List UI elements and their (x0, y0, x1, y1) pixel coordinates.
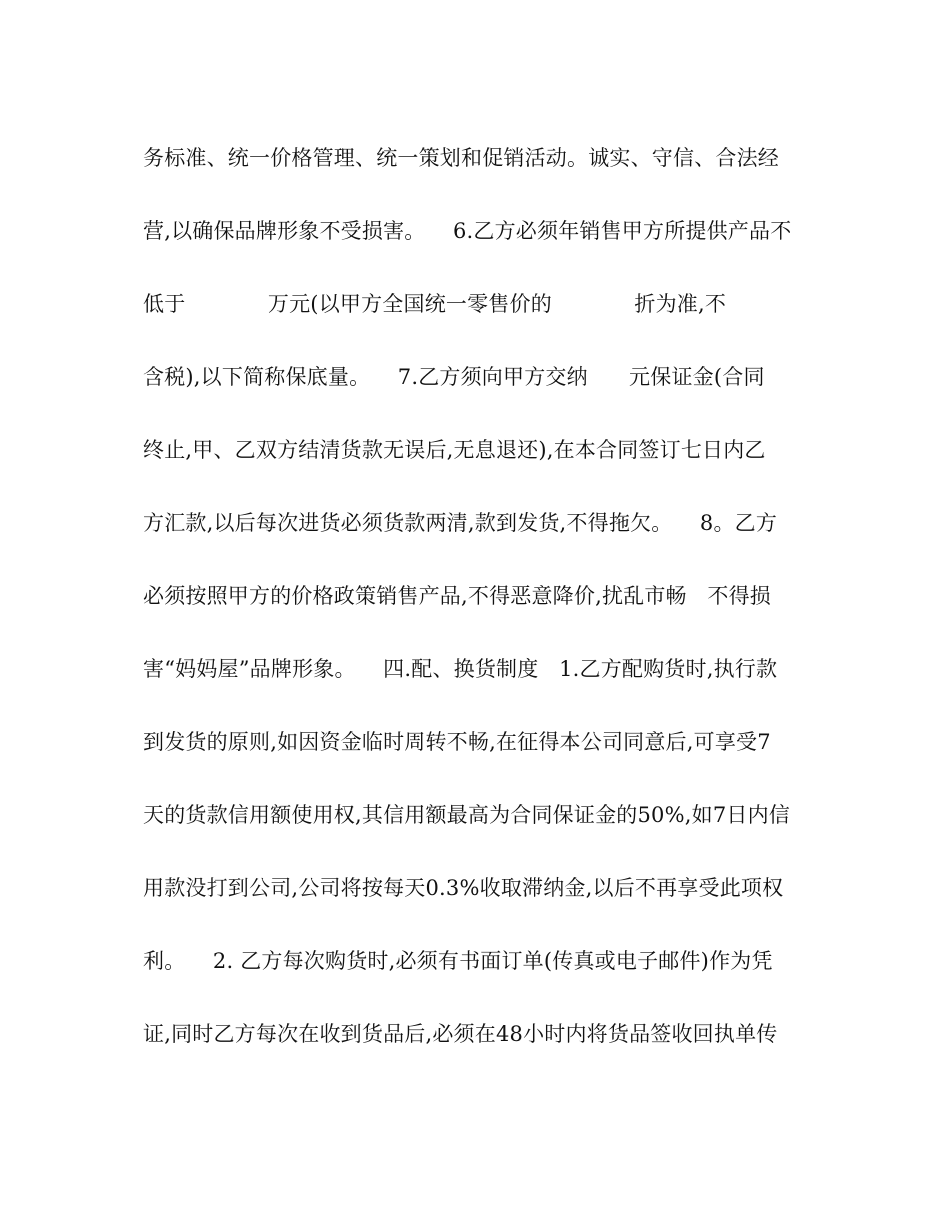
text-line-12: 利。 2. 乙方每次购货时,必须有书面订单(传真或电子邮件)作为凭 (143, 949, 773, 973)
text-line-10: 天的货款信用额使用权,其信用额最高为合同保证金的50%,如7日内信 (143, 803, 790, 827)
text-line-8: 害“妈妈屋”品牌形象。 四.配、换货制度 1.乙方配购货时,执行款 (143, 657, 778, 681)
text-line-9: 到发货的原则,如因资金临时周转不畅,在征得本公司同意后,可享受7 (143, 730, 771, 754)
text-line-6: 方汇款,以后每次进货必须货款两清,款到发货,不得拖欠。 8。乙方 (143, 511, 778, 535)
text-line-13: 证,同时乙方每次在收到货品后,必须在48小时内将货品签收回执单传 (143, 1022, 778, 1046)
text-line-11: 用款没打到公司,公司将按每天0.3%收取滞纳金,以后不再享受此项权 (143, 876, 784, 900)
contract-body-text (143, 138, 823, 1087)
text-line-7: 必须按照甲方的价格政策销售产品,不得恶意降价,扰乱市畅 不得损 (143, 584, 771, 608)
text-line-1: 务标准、统一价格管理、统一策划和促销活动。诚实、守信、合法经 (143, 146, 779, 170)
text-line-2: 营,以确保品牌形象不受损害。 6.乙方必须年销售甲方所提供产品不 (143, 219, 792, 243)
text-line-3: 低于 万元(以甲方全国统一零售价的 折为准,不 (143, 292, 727, 316)
text-line-4: 含税),以下简称保底量。 7.乙方须向甲方交纳 元保证金(合同 (143, 365, 765, 389)
text-line-5: 终止,甲、乙双方结清货款无误后,无息退还),在本合同签订七日内乙 (143, 438, 766, 462)
